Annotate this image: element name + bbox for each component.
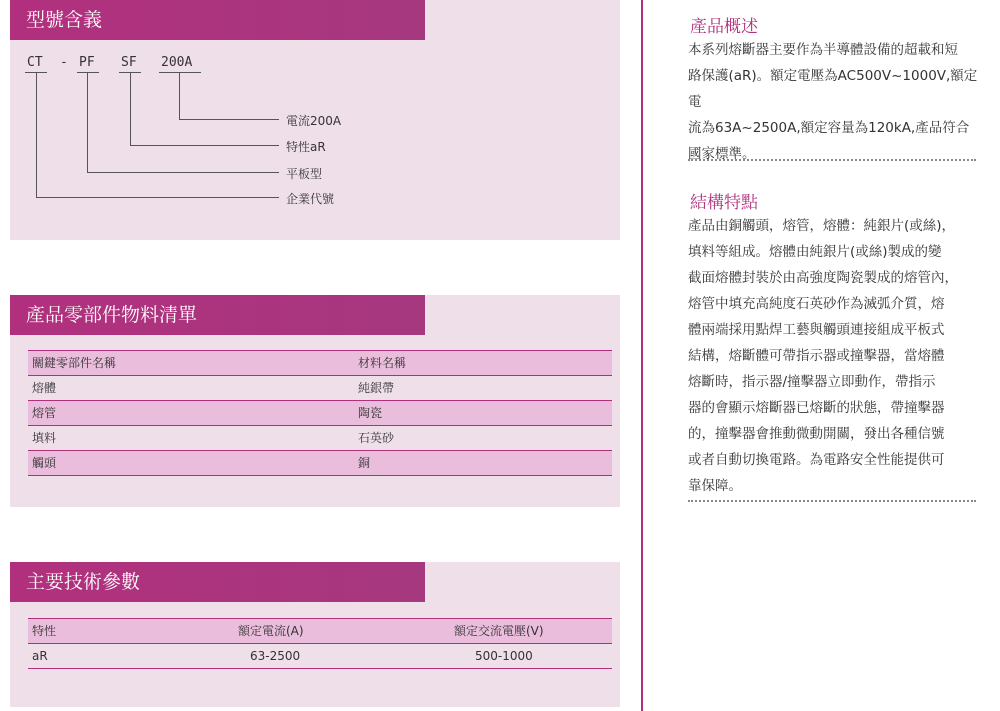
connector-ct <box>36 72 37 198</box>
bom-part: 觸頭 <box>32 456 57 470</box>
bom-panel <box>10 295 620 507</box>
structure-text <box>688 213 978 499</box>
structure-line: 結構，熔斷體可帶指示器或撞擊器，當熔體 <box>688 348 945 364</box>
table-row <box>28 376 612 401</box>
spec-header-characteristic: 特性 <box>32 624 57 638</box>
structure-line: 熔管中填充高純度石英砂作為滅弧介質，熔 <box>688 296 945 312</box>
spec-header-row <box>28 619 612 644</box>
spec-title: 主要技術參數 <box>10 562 425 602</box>
overview-title: 產品概述 <box>690 17 758 37</box>
column-divider <box>641 0 643 711</box>
code-ct: CT <box>27 55 43 70</box>
code-dash: - <box>60 55 68 70</box>
overview-line: 流為63A~2500A,額定容量為120kA,產品符合 <box>688 120 970 136</box>
table-row <box>28 644 612 669</box>
overview-line: 本系列熔斷器主要作為半導體設備的超載和短 <box>688 42 958 58</box>
bom-header-row <box>28 351 612 376</box>
dotted-divider <box>688 159 976 161</box>
connector-ct-h <box>36 197 279 198</box>
underline-pf <box>77 72 99 73</box>
connector-pf-h <box>87 172 279 173</box>
bom-part: 熔管 <box>32 406 57 420</box>
dotted-divider <box>688 500 976 502</box>
overview-text <box>688 37 978 167</box>
connector-sf <box>130 72 131 146</box>
label-flat-type: 平板型 <box>286 167 323 181</box>
bom-material: 純銀帶 <box>358 381 395 395</box>
spec-current: 63-2500 <box>250 649 301 663</box>
structure-line: 器的會顯示熔斷器已熔斷的狀態，帶撞擊器 <box>688 400 945 416</box>
bom-title: 產品零部件物料清單 <box>10 295 425 335</box>
bom-header-part: 關鍵零部件名稱 <box>32 356 117 370</box>
table-row <box>28 451 612 476</box>
structure-line: 或者自動切換電路。為電路安全性能提供可 <box>688 452 945 468</box>
overview-line: 國家標準。 <box>688 146 756 162</box>
connector-sf-h <box>130 145 279 146</box>
spec-characteristic: aR <box>32 649 48 663</box>
bom-material: 石英砂 <box>358 431 395 445</box>
bom-part: 熔體 <box>32 381 57 395</box>
connector-200a <box>179 72 180 120</box>
model-meaning-title: 型號含義 <box>10 0 425 40</box>
bom-material: 陶瓷 <box>358 406 383 420</box>
spec-voltage: 500-1000 <box>475 649 533 663</box>
bom-material: 銅 <box>358 456 371 470</box>
code-200a: 200A <box>161 55 193 70</box>
spec-header-current: 額定電流(A) <box>238 624 304 638</box>
structure-line: 填料等組成。熔體由純銀片(或絲)製成的變 <box>688 244 942 260</box>
structure-line: 的，撞擊器會推動微動開關，發出各種信號 <box>688 426 945 442</box>
code-pf: PF <box>79 55 95 70</box>
bom-header-material: 材料名稱 <box>358 356 407 370</box>
bom-table <box>28 350 612 476</box>
structure-line: 靠保障。 <box>688 478 742 494</box>
spec-header-voltage: 額定交流電壓(V) <box>454 624 544 638</box>
table-row <box>28 401 612 426</box>
connector-pf <box>87 72 88 173</box>
label-characteristic: 特性aR <box>286 140 326 154</box>
overview-line: 路保護(aR)。額定電壓為AC500V~1000V,額定電 <box>688 68 978 110</box>
structure-line: 產品由銅觸頭，熔管，熔體：純銀片(或絲)， <box>688 218 956 234</box>
connector-200a-h <box>179 119 279 120</box>
spec-panel <box>10 562 620 707</box>
structure-line: 體兩端採用點焊工藝與觸頭連接組成平板式 <box>688 322 945 338</box>
label-current: 電流200A <box>286 114 342 128</box>
structure-line: 熔斷時，指示器/撞擊器立即動作，帶指示 <box>688 374 936 390</box>
code-sf: SF <box>121 55 137 70</box>
structure-title: 結構特點 <box>690 193 758 213</box>
table-row <box>28 426 612 451</box>
bom-part: 填料 <box>32 431 57 445</box>
underline-200a <box>159 72 201 73</box>
structure-line: 截面熔體封裝於由高強度陶瓷製成的熔管內， <box>688 270 958 286</box>
label-company-code: 企業代號 <box>286 192 335 206</box>
model-meaning-panel <box>10 0 620 240</box>
spec-table <box>28 618 612 669</box>
